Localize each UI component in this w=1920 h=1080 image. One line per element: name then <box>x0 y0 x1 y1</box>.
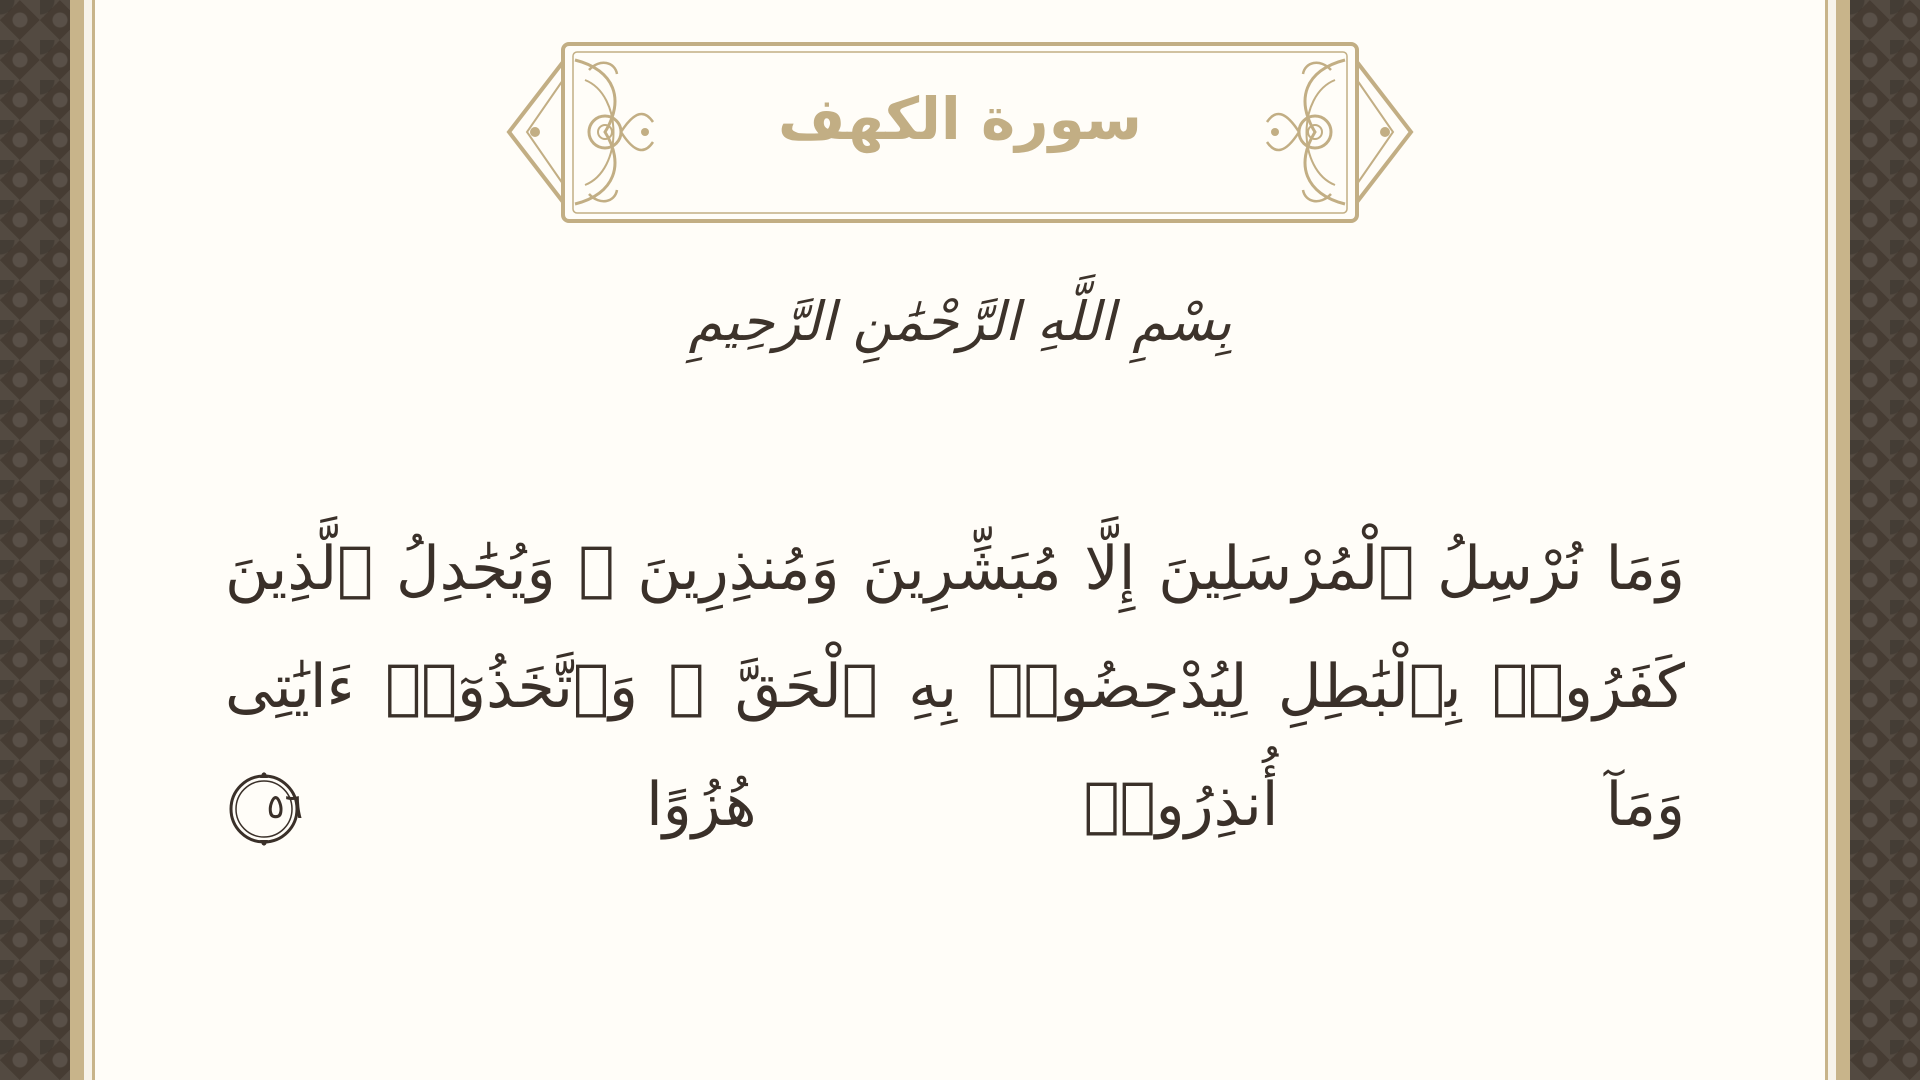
mushaf-page <box>95 0 1825 1080</box>
right-ornament-border <box>1850 0 1920 1080</box>
surah-title: سورة الكهف <box>778 85 1142 153</box>
ayah-number-marker <box>225 770 303 848</box>
verse-text-block <box>225 510 1685 864</box>
left-gold-frame <box>70 0 84 1080</box>
ayah-number: ٥٦ <box>266 787 303 828</box>
verse-text: وَمَا نُرْسِلُ ٱلْمُرْسَلِينَ إِلَّا مُبَشِّرِينَ وَمُنذِرِينَ ۚ وَيُجَٰدِلُ ٱلَّذِينَ كَفَرُوا۟ بِٱلْبَٰطِلِ لِيُدْحِضُوا۟ بِهِ ٱلْحَقَّ ۖ وَٱتَّخَذُوٓا۟ ءَايَٰتِى وَمَآ أُنذِرُوا۟ هُزُوًا <box>225 534 1685 840</box>
surah-header-cartouche <box>505 40 1415 225</box>
left-ornament-border <box>0 0 70 1080</box>
basmala: بِسْمِ اللَّهِ الرَّحْمَٰنِ الرَّحِيمِ <box>688 290 1232 353</box>
right-gold-frame <box>1836 0 1850 1080</box>
right-frame-gap <box>1828 0 1836 1080</box>
right-gold-thin-frame <box>1825 0 1828 1080</box>
left-frame-gap <box>84 0 92 1080</box>
